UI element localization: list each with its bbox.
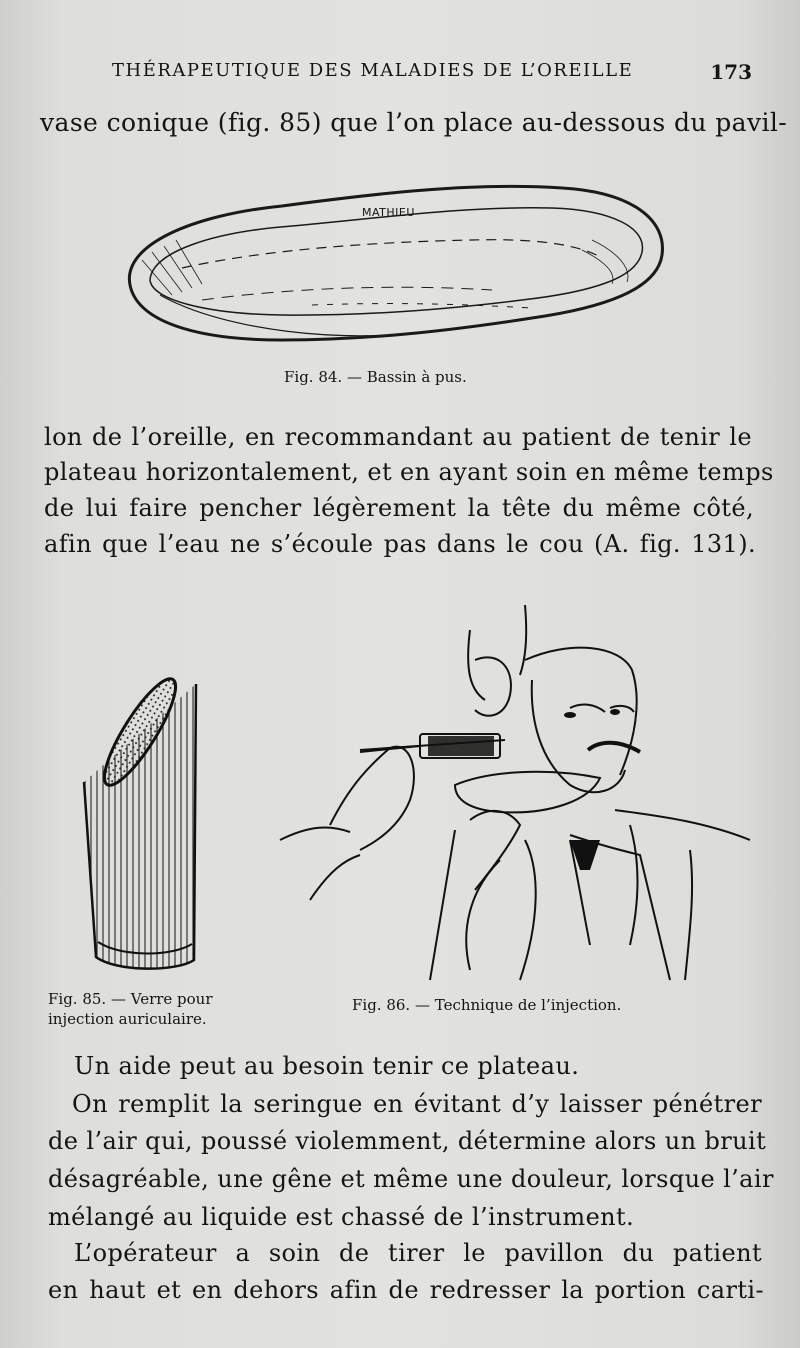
figure-85-caption-line-1: Fig. 85. — Verre pour	[48, 990, 213, 1008]
text-line: Un aide peut au besoin tenir ce plateau.	[74, 1052, 580, 1080]
running-title: THÉRAPEUTIQUE DES MALADIES DE L’OREILLE	[112, 60, 634, 81]
page-header	[112, 60, 752, 94]
text-line: afin que l’eau ne s’écoule pas dans le cou (A. fig. 131).	[44, 530, 756, 558]
figure-84-caption: Fig. 84. — Bassin à pus.	[284, 368, 467, 386]
figure-86-caption: Fig. 86. — Technique de l’injection.	[352, 996, 622, 1014]
figure-85-glass-illustration	[76, 672, 206, 974]
text-line: en haut et en dehors afin de redresser la portion carti-	[48, 1276, 764, 1304]
text-line: vase conique (fig. 85) que l’on place au-dessous du pavil-	[40, 108, 788, 137]
text-line: On remplit la seringue en évitant d’y laisser pénétrer	[72, 1090, 762, 1118]
text-line: plateau horizontalement, et en ayant soin en même temps	[44, 458, 774, 486]
page-number: 173	[710, 60, 752, 84]
text-line: désagréable, une gêne et même une douleur, lorsque l’air	[48, 1165, 774, 1193]
text-line: L’opérateur a soin de tirer le pavillon du patient	[74, 1239, 762, 1267]
text-line: de lui faire pencher légèrement la tête du même côté,	[44, 494, 754, 522]
manufacturer-stamp: MATHIEU	[362, 206, 415, 219]
text-line: lon de l’oreille, en recommandant au patient de tenir le	[44, 423, 752, 451]
figure-85-caption-line-2: injection auriculaire.	[48, 1010, 207, 1028]
figure-86-injection-technique-illustration	[270, 600, 760, 985]
text-line: de l’air qui, poussé violemment, détermine alors un bruit	[48, 1127, 767, 1155]
figure-84-basin-illustration	[112, 180, 672, 355]
text-line: mélangé au liquide est chassé de l’instrument.	[48, 1203, 635, 1231]
